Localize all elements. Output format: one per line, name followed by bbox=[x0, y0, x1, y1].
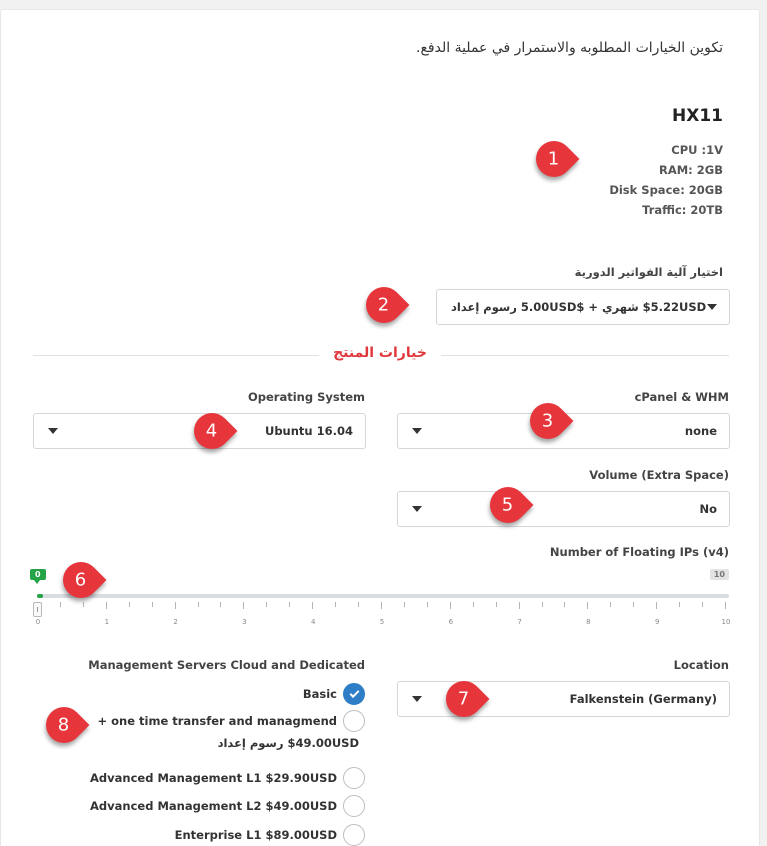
slider-major-tick bbox=[175, 602, 176, 609]
callout-marker-5: 5 bbox=[483, 480, 534, 531]
slider-minor-tick bbox=[266, 602, 267, 607]
spec-cpu: CPU :1V bbox=[671, 143, 723, 157]
slider-tick-label: 6 bbox=[448, 618, 454, 626]
callout-marker-3: 3 bbox=[523, 396, 574, 447]
slider-minor-tick bbox=[289, 602, 290, 607]
radio-unchecked[interactable] bbox=[343, 767, 365, 789]
location-value: Falkenstein (Germany) bbox=[569, 692, 717, 706]
location-label: Location bbox=[673, 658, 729, 672]
cpanel-label: cPanel & WHM bbox=[634, 390, 729, 404]
slider-minor-tick bbox=[220, 602, 221, 607]
slider-minor-tick bbox=[60, 602, 61, 607]
floating-ips-slider-handle[interactable] bbox=[33, 602, 42, 617]
management-option-basic[interactable] bbox=[303, 683, 365, 705]
slider-minor-tick bbox=[404, 602, 405, 607]
slider-major-tick bbox=[587, 602, 588, 609]
slider-minor-tick bbox=[358, 602, 359, 607]
management-option-enterprise-l1[interactable] bbox=[175, 824, 365, 846]
slider-minor-tick bbox=[129, 602, 130, 607]
slider-tick-label: 8 bbox=[586, 618, 591, 626]
chevron-down-icon bbox=[48, 428, 58, 434]
slider-tick-label: 1 bbox=[104, 618, 110, 626]
chevron-down-icon bbox=[412, 696, 422, 702]
slider-major-tick bbox=[312, 602, 313, 609]
slider-tick-label: 0 bbox=[35, 618, 41, 626]
management-option-advanced-l1[interactable] bbox=[90, 767, 365, 789]
management-option-transfer[interactable] bbox=[97, 710, 365, 732]
slider-major-tick bbox=[725, 602, 726, 609]
volume-label: Volume (Extra Space) bbox=[589, 468, 729, 482]
chevron-down-icon bbox=[412, 428, 422, 434]
cpanel-value: none bbox=[684, 424, 717, 438]
volume-select[interactable] bbox=[397, 491, 730, 527]
slider-minor-tick bbox=[198, 602, 199, 607]
slider-major-tick bbox=[106, 602, 107, 609]
callout-marker-2: 2 bbox=[359, 280, 410, 331]
management-option-label-line2: $49.00USD رسوم إعداد bbox=[217, 736, 359, 750]
slider-minor-tick bbox=[564, 602, 565, 607]
management-option-label: one time transfer and managmend + bbox=[97, 714, 337, 728]
slider-minor-tick bbox=[679, 602, 680, 607]
management-option-advanced-l2[interactable] bbox=[90, 795, 365, 817]
spec-traffic: Traffic: 20TB bbox=[642, 203, 723, 217]
slider-minor-tick bbox=[473, 602, 474, 607]
volume-value: No bbox=[699, 502, 717, 516]
slider-tick-label: 5 bbox=[379, 618, 385, 626]
check-icon bbox=[349, 688, 359, 698]
billing-label: اختيار آلية الفواتير الدورية bbox=[574, 265, 723, 279]
slider-max-badge: 10 bbox=[710, 569, 729, 580]
floating-ips-label: Number of Floating IPs (v4) bbox=[549, 545, 729, 559]
radio-checked[interactable] bbox=[343, 683, 365, 705]
os-value: Ubuntu 16.04 bbox=[264, 424, 353, 438]
slider-tick-label: 7 bbox=[517, 618, 522, 626]
slider-minor-tick bbox=[702, 602, 703, 607]
slider-tick-label: 10 bbox=[721, 618, 731, 626]
slider-major-tick bbox=[381, 602, 382, 609]
slider-major-tick bbox=[656, 602, 657, 609]
callout-marker-6: 6 bbox=[56, 555, 107, 606]
radio-unchecked[interactable] bbox=[343, 795, 365, 817]
spec-disk: Disk Space: 20GB bbox=[609, 183, 723, 197]
chevron-down-icon bbox=[707, 304, 717, 310]
floating-ips-slider-fill bbox=[37, 594, 43, 598]
management-option-label: Advanced Management L2 $49.00USD bbox=[90, 799, 337, 813]
callout-marker-8: 8 bbox=[39, 700, 90, 751]
radio-unchecked[interactable] bbox=[343, 710, 365, 732]
slider-min-badge: 0 bbox=[30, 569, 46, 580]
os-label: Operating System bbox=[247, 390, 365, 404]
slider-minor-tick bbox=[83, 602, 84, 607]
spec-ram: RAM: 2GB bbox=[658, 163, 723, 177]
management-label: Management Servers Cloud and Dedicated bbox=[88, 658, 365, 672]
intro-text: تكوين الخيارات المطلوبه والاستمرار في عملية الدفع. bbox=[416, 40, 723, 56]
slider-major-tick bbox=[243, 602, 244, 609]
slider-tick-label: 2 bbox=[173, 618, 178, 626]
slider-minor-tick bbox=[496, 602, 497, 607]
callout-marker-7: 7 bbox=[439, 674, 490, 725]
slider-minor-tick bbox=[542, 602, 543, 607]
billing-cycle-value: $5.22USD شهري + $5.00USD رسوم إعداد bbox=[451, 300, 707, 314]
slider-major-tick bbox=[519, 602, 520, 609]
billing-cycle-select[interactable] bbox=[436, 289, 730, 325]
configure-card bbox=[0, 9, 760, 846]
management-option-label: Enterprise L1 $89.00USD bbox=[174, 828, 337, 842]
slider-minor-tick bbox=[152, 602, 153, 607]
callout-marker-1: 1 bbox=[529, 134, 580, 185]
slider-minor-tick bbox=[610, 602, 611, 607]
slider-minor-tick bbox=[633, 602, 634, 607]
management-option-label: Basic bbox=[302, 687, 337, 701]
callout-marker-4: 4 bbox=[187, 406, 238, 457]
management-option-label: Advanced Management L1 $29.90USD bbox=[90, 771, 337, 785]
chevron-down-icon bbox=[412, 506, 422, 512]
floating-ips-slider-track[interactable] bbox=[37, 594, 729, 598]
product-name: HX11 bbox=[672, 106, 723, 126]
slider-tick-label: 3 bbox=[242, 618, 247, 626]
slider-tick-label: 4 bbox=[310, 618, 316, 626]
section-title: خيارات المنتج bbox=[319, 345, 441, 361]
radio-unchecked[interactable] bbox=[343, 824, 365, 846]
slider-minor-tick bbox=[427, 602, 428, 607]
slider-major-tick bbox=[450, 602, 451, 609]
slider-tick-label: 9 bbox=[654, 618, 660, 626]
slider-minor-tick bbox=[335, 602, 336, 607]
